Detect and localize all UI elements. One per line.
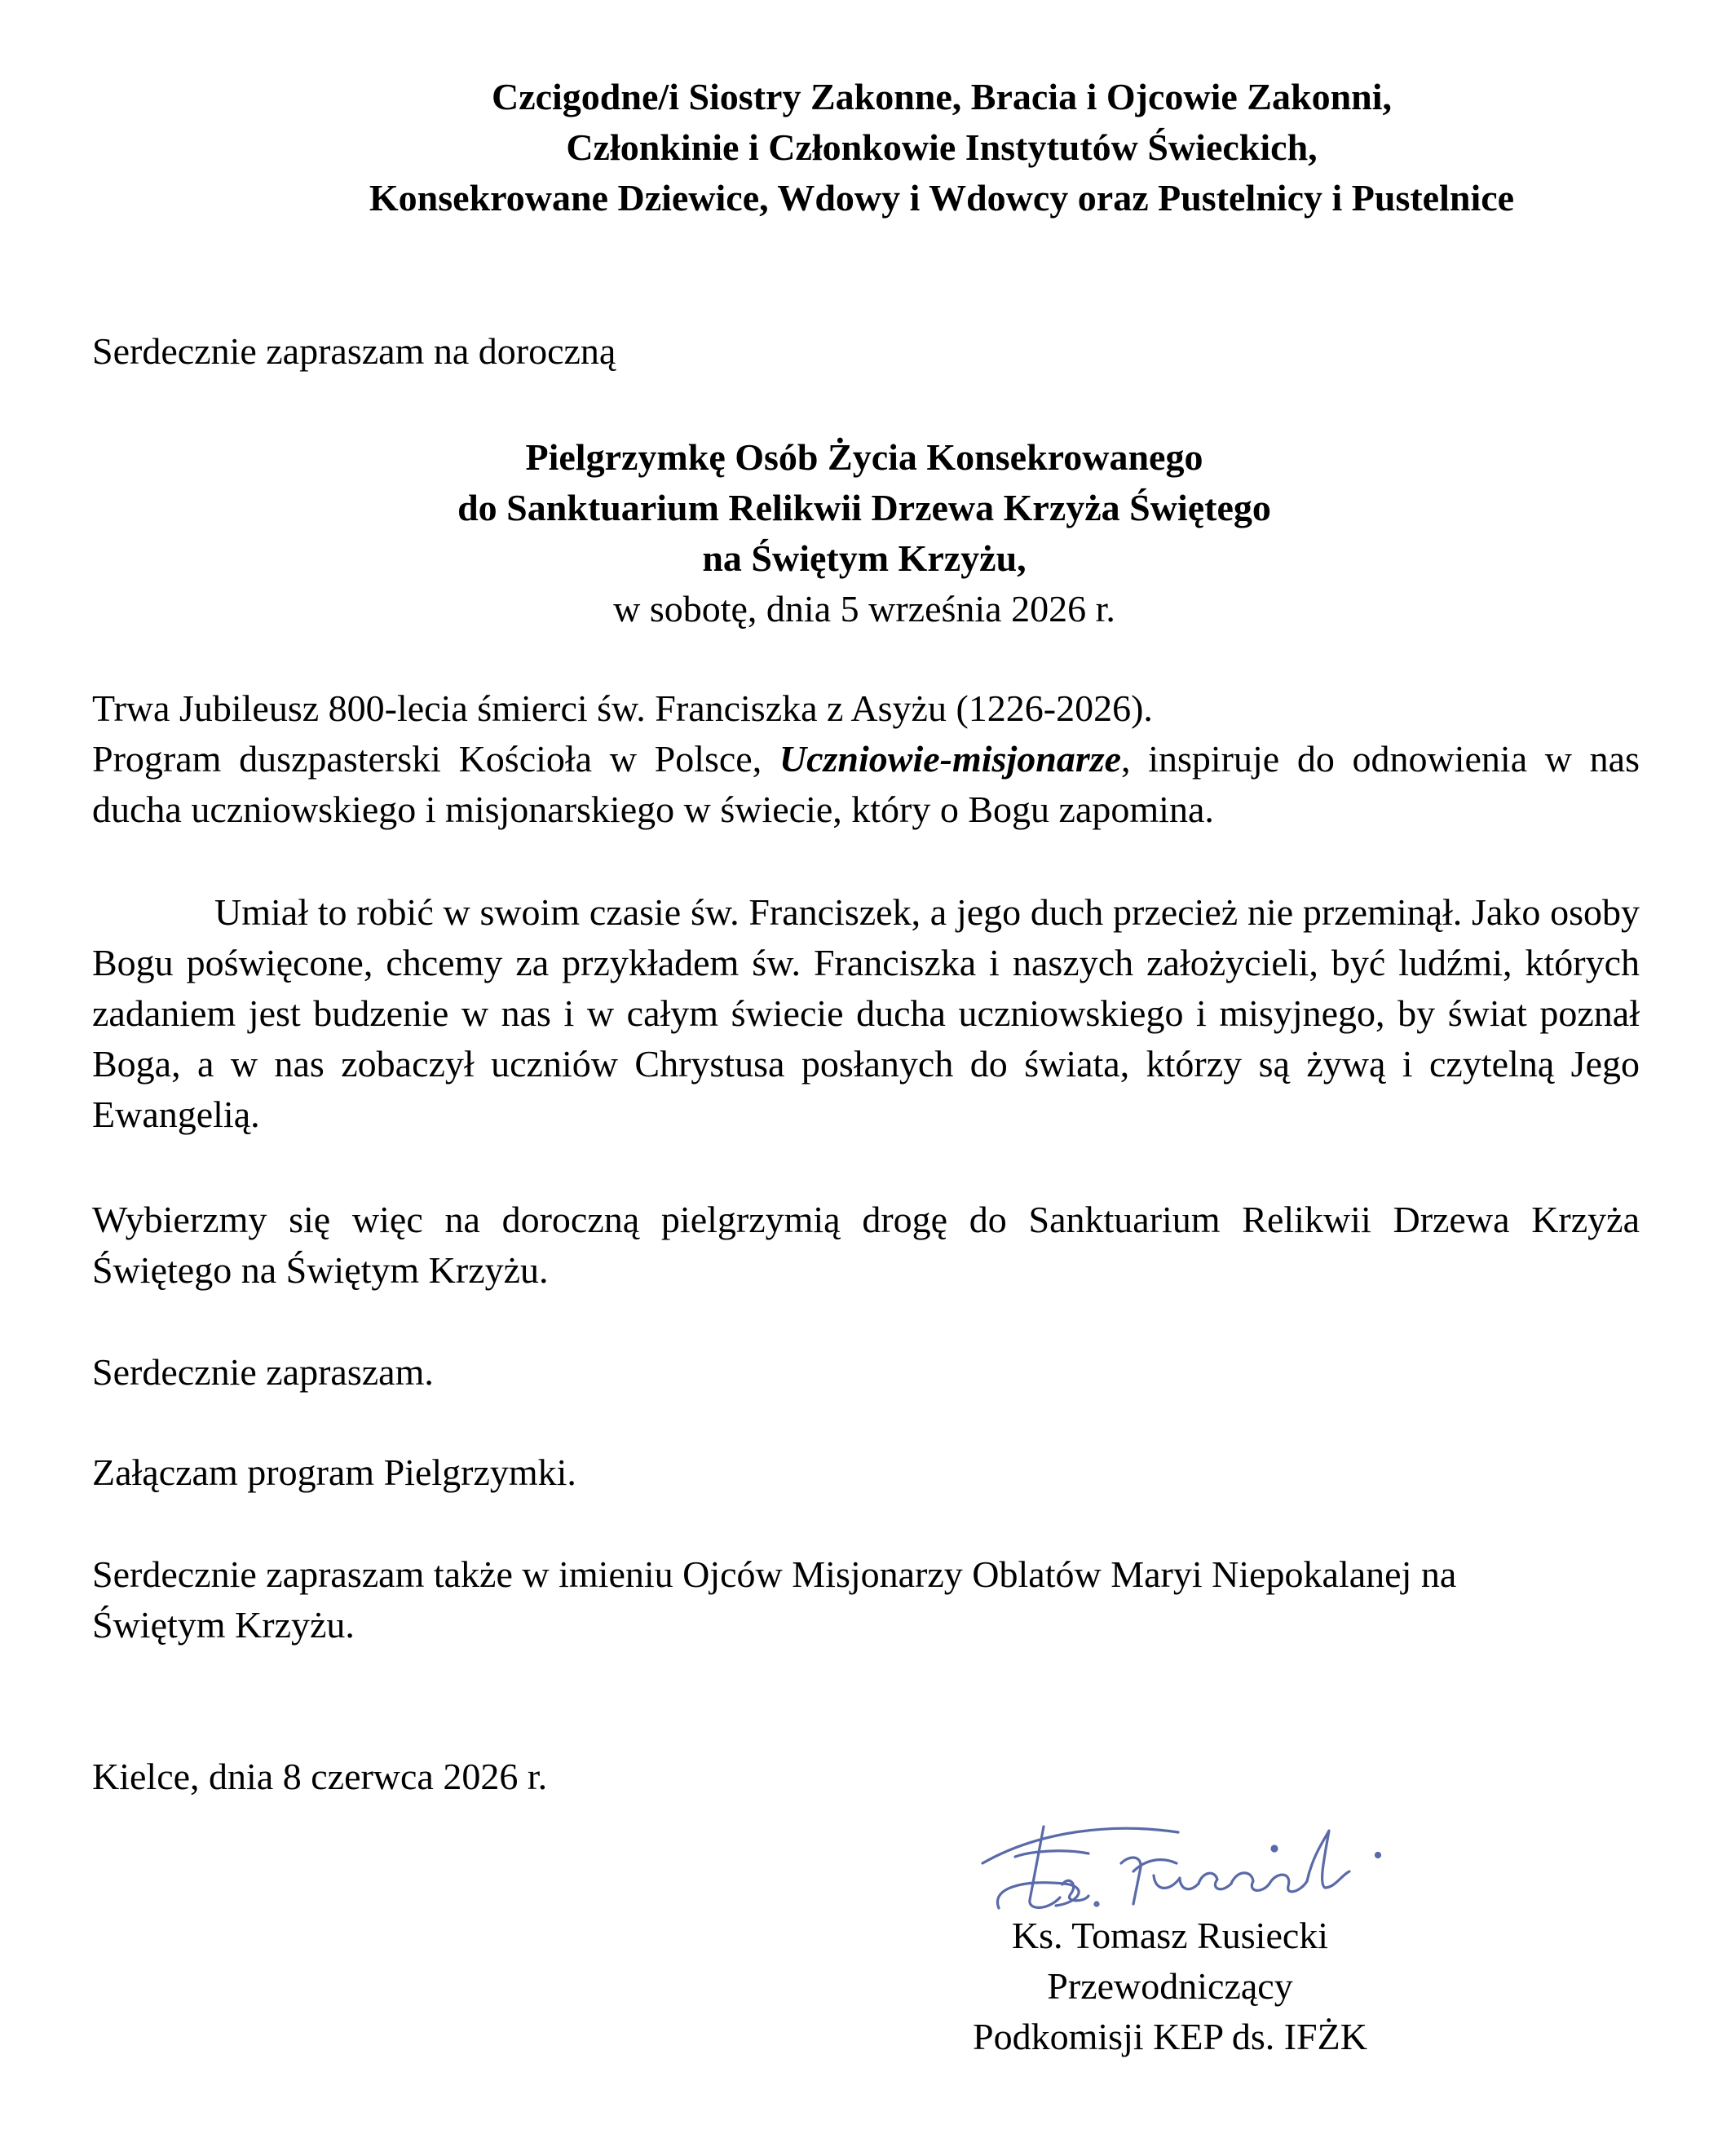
address-header bbox=[188, 72, 1696, 223]
signatory-body: Podkomisji KEP ds. IFŻK bbox=[973, 2016, 1367, 2057]
oblates-text: Serdecznie zapraszam także w imieniu Ojców Misjonarzy Oblatów Maryi Niepokalanej na Świętym Krzyżu. bbox=[92, 1553, 1457, 1646]
body-paragraph-francis: Umiał to robić w swoim czasie św. Franciszek, a jego duch przecież nie przeminął. Jako osoby Bogu poświęcone, chcemy za przykładem św. Franciszka i naszych założycieli, być ludźmi, których zadaniem jest budzenie w nas i w całym świecie ducha uczniowskiego i misyjnego, by świat poznał Boga, a w nas zobaczył uczniów Chrystusa posłanych do świata, którzy są żywą i czytelną Jego Ewangelią. bbox=[92, 891, 1640, 1135]
event-title-line: do Sanktuarium Relikwii Drzewa Krzyża Świętego bbox=[457, 487, 1271, 528]
signatory-role: Przewodniczący bbox=[1047, 1965, 1293, 2007]
signatory-name: Ks. Tomasz Rusiecki bbox=[1011, 1915, 1329, 1956]
program-text-before: Program duszpasterski Kościoła w Polsce, bbox=[92, 738, 779, 780]
event-title bbox=[204, 432, 1525, 634]
place-date: Kielce, dnia 8 czerwca 2026 r. bbox=[92, 1756, 548, 1797]
body-paragraph-call: Wybierzmy się więc na doroczną pielgrzymią drogę do Sanktuarium Relikwii Drzewa Krzyża Świętego na Świętym Krzyżu. bbox=[92, 1199, 1640, 1291]
intro-text: Serdecznie zapraszam na doroczną bbox=[92, 330, 616, 372]
body-paragraph-program bbox=[92, 683, 1640, 835]
address-line: Konsekrowane Dziewice, Wdowy i Wdowcy oraz Pustelnicy i Pustelnice bbox=[369, 177, 1515, 219]
invite-text: Serdecznie zapraszam. bbox=[92, 1351, 434, 1393]
address-line: Członkinie i Członkowie Instytutów Świeckich, bbox=[566, 126, 1318, 168]
program-title: Uczniowie-misjonarze bbox=[779, 738, 1122, 780]
signature-block bbox=[897, 1911, 1443, 2062]
event-title-line: na Świętym Krzyżu, bbox=[702, 537, 1027, 579]
jubilee-text: Trwa Jubileusz 800-lecia śmierci św. Franciszka z Asyżu (1226-2026). bbox=[92, 687, 1153, 729]
address-line: Czcigodne/i Siostry Zakonne, Bracia i Ojcowie Zakonni, bbox=[491, 76, 1393, 117]
event-title-line: Pielgrzymkę Osób Życia Konsekrowanego bbox=[525, 436, 1203, 478]
event-date: w sobotę, dnia 5 września 2026 r. bbox=[613, 588, 1115, 630]
attachment-text: Załączam program Pielgrzymki. bbox=[92, 1451, 576, 1493]
program-text-after: , inspiruje do odnowienia w nas ducha uczniowskiego i misjonarskiego w świecie, który o Bogu zapomina. bbox=[92, 738, 1640, 830]
